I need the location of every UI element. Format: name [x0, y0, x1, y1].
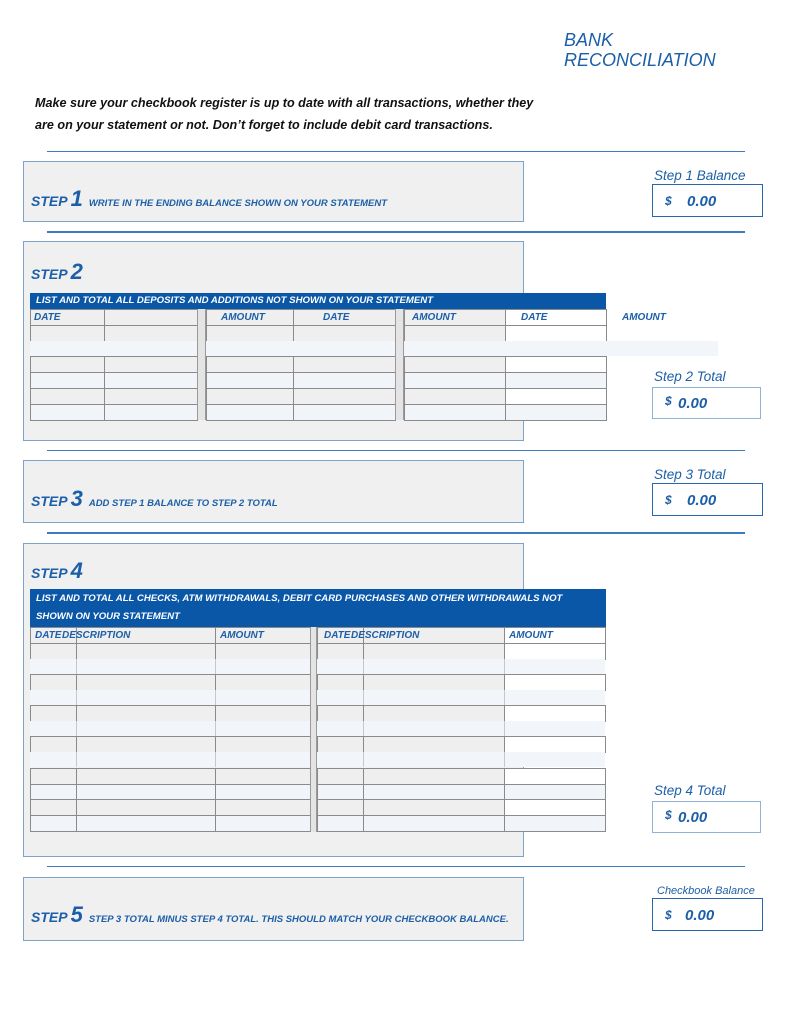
column-tick [215, 752, 216, 767]
step2-total-field[interactable] [652, 387, 761, 419]
deposit-entry-cell[interactable] [30, 372, 105, 389]
withdrawal-entry-cell[interactable] [317, 736, 364, 753]
column-header: DATE [521, 312, 548, 323]
step-word: STEP [31, 909, 68, 925]
withdrawal-entry-cell[interactable] [363, 674, 505, 691]
withdrawal-entry-cell[interactable] [504, 768, 606, 785]
withdrawal-entry-cell[interactable] [317, 768, 364, 785]
row-gap [30, 752, 605, 767]
step4-total-label: Step 4 Total [654, 783, 726, 798]
step4-bar-line-2: SHOWN ON YOUR STATEMENT [36, 611, 180, 622]
withdrawal-entry-cell[interactable] [363, 736, 505, 753]
column-group-separator [395, 309, 404, 420]
withdrawal-entry-cell[interactable] [76, 705, 216, 722]
withdrawal-entry-cell[interactable] [76, 768, 216, 785]
step-number: 5 [70, 902, 83, 927]
deposit-entry-cell[interactable] [206, 404, 294, 421]
withdrawal-entry-cell[interactable] [504, 674, 606, 691]
column-tick [504, 721, 505, 736]
step-word: STEP [31, 565, 68, 581]
divider [47, 151, 745, 152]
column-header: AMOUNT [622, 312, 666, 323]
table-header-cell [104, 309, 198, 326]
column-tick [215, 721, 216, 736]
withdrawal-entry-cell[interactable] [30, 674, 77, 691]
deposit-entry-cell[interactable] [505, 404, 607, 421]
step3-total-value: 0.00 [687, 492, 717, 509]
step4-bar-line-1: LIST AND TOTAL ALL CHECKS, ATM WITHDRAWALS, DEBIT CARD PURCHASES AND OTHER WITHDRAWALS NOT [36, 593, 563, 604]
column-tick [76, 721, 77, 736]
withdrawal-entry-cell[interactable] [76, 736, 216, 753]
withdrawal-entry-cell[interactable] [363, 643, 505, 660]
withdrawal-entry-cell[interactable] [76, 674, 216, 691]
withdrawal-entry-cell[interactable] [215, 736, 311, 753]
column-tick [504, 752, 505, 767]
step4-instruction-bar [30, 589, 606, 627]
column-header: AMOUNT [221, 312, 265, 323]
deposit-entry-cell[interactable] [30, 388, 105, 405]
divider [47, 450, 745, 451]
column-tick [76, 690, 77, 705]
withdrawal-entry-cell[interactable] [363, 799, 505, 816]
step1-balance-label: Step 1 Balance [654, 168, 746, 183]
withdrawal-entry-cell[interactable] [317, 799, 364, 816]
deposit-entry-cell[interactable] [505, 325, 607, 342]
step-number: 3 [70, 486, 83, 511]
step-word: STEP [31, 266, 68, 282]
step-word: STEP [31, 193, 68, 209]
withdrawal-entry-cell[interactable] [215, 768, 311, 785]
deposit-entry-cell[interactable] [404, 325, 506, 342]
document-title [564, 30, 716, 70]
step4-heading [31, 558, 89, 584]
step-number: 1 [70, 186, 83, 211]
column-tick [76, 752, 77, 767]
row-gap [30, 690, 605, 705]
withdrawal-entry-cell[interactable] [363, 815, 505, 832]
column-tick [76, 659, 77, 674]
step1-balance-field[interactable] [652, 184, 763, 217]
column-tick [504, 659, 505, 674]
withdrawal-entry-cell[interactable] [30, 815, 77, 832]
intro-line-2: are on your statement or not. Don’t forget to include debit card transactions. [35, 118, 493, 132]
deposit-entry-cell[interactable] [30, 325, 105, 342]
deposit-entry-cell[interactable] [104, 404, 198, 421]
column-tick [363, 721, 364, 736]
deposit-entry-cell[interactable] [293, 372, 396, 389]
withdrawal-entry-cell[interactable] [76, 815, 216, 832]
column-group-separator [310, 627, 317, 832]
step3-description: ADD STEP 1 BALANCE TO STEP 2 TOTAL [88, 498, 278, 509]
withdrawal-entry-cell[interactable] [76, 643, 216, 660]
step2-total-label: Step 2 Total [654, 369, 726, 384]
withdrawal-entry-cell[interactable] [30, 705, 77, 722]
step-number: 2 [70, 259, 83, 284]
withdrawal-entry-cell[interactable] [363, 705, 505, 722]
dollar-sign: $ [665, 394, 672, 408]
withdrawal-entry-cell[interactable] [215, 643, 311, 660]
row-gap [30, 721, 605, 736]
dollar-sign: $ [665, 808, 672, 822]
step2-heading [31, 259, 89, 285]
step3-total-field[interactable] [652, 483, 763, 516]
deposit-entry-cell[interactable] [404, 404, 506, 421]
column-header: AMOUNT [509, 630, 553, 641]
intro-text [35, 92, 575, 136]
withdrawal-entry-cell[interactable] [317, 643, 364, 660]
divider [47, 231, 745, 233]
column-header: DATE [34, 312, 61, 323]
step5-heading [31, 902, 509, 928]
deposit-entry-cell[interactable] [206, 388, 294, 405]
dollar-sign: $ [665, 493, 672, 507]
withdrawal-entry-cell[interactable] [215, 705, 311, 722]
column-tick [363, 752, 364, 767]
deposit-entry-cell[interactable] [30, 404, 105, 421]
step4-total-field[interactable] [652, 801, 761, 833]
deposit-entry-cell[interactable] [505, 356, 607, 373]
deposit-entry-cell[interactable] [404, 372, 506, 389]
checkbook-balance-value: 0.00 [685, 907, 715, 924]
step4-total-value: 0.00 [678, 809, 708, 826]
withdrawal-entry-cell[interactable] [504, 643, 606, 660]
title-line-2: RECONCILIATION [564, 50, 716, 70]
row-gap [30, 341, 718, 356]
deposit-entry-cell[interactable] [404, 388, 506, 405]
step3-total-label: Step 3 Total [654, 467, 726, 482]
column-tick [215, 690, 216, 705]
deposit-entry-cell[interactable] [293, 325, 396, 342]
withdrawal-entry-cell[interactable] [504, 736, 606, 753]
divider [47, 866, 745, 867]
withdrawal-entry-cell[interactable] [30, 768, 77, 785]
column-header: AMOUNT [412, 312, 456, 323]
deposit-entry-cell[interactable] [505, 388, 607, 405]
deposit-entry-cell[interactable] [206, 356, 294, 373]
deposit-entry-cell[interactable] [104, 388, 198, 405]
dollar-sign: $ [665, 194, 672, 208]
deposit-entry-cell[interactable] [30, 356, 105, 373]
step1-description: WRITE IN THE ENDING BALANCE SHOWN ON YOUR STATEMENT [88, 198, 388, 209]
title-line-1: BANK [564, 30, 614, 50]
step-number: 4 [70, 558, 83, 583]
deposit-entry-cell[interactable] [293, 388, 396, 405]
column-header: DATE [35, 630, 62, 641]
deposit-entry-cell[interactable] [206, 325, 294, 342]
column-header: DESCRIPTION [351, 630, 420, 641]
withdrawal-entry-cell[interactable] [317, 674, 364, 691]
withdrawal-entry-cell[interactable] [215, 799, 311, 816]
deposit-entry-cell[interactable] [206, 372, 294, 389]
column-tick [504, 690, 505, 705]
column-tick [215, 659, 216, 674]
column-header: AMOUNT [220, 630, 264, 641]
deposit-entry-cell[interactable] [404, 356, 506, 373]
withdrawal-entry-cell[interactable] [363, 768, 505, 785]
deposit-entry-cell[interactable] [104, 372, 198, 389]
withdrawal-entry-cell[interactable] [504, 705, 606, 722]
step1-balance-value: 0.00 [687, 193, 717, 210]
withdrawal-entry-cell[interactable] [30, 799, 77, 816]
column-header: DATE [324, 630, 351, 641]
step2-instruction-bar: LIST AND TOTAL ALL DEPOSITS AND ADDITIONS NOT SHOWN ON YOUR STATEMENT [30, 293, 606, 309]
row-gap [30, 659, 605, 674]
withdrawal-entry-cell[interactable] [317, 705, 364, 722]
step-word: STEP [31, 493, 68, 509]
deposit-entry-cell[interactable] [104, 356, 198, 373]
withdrawal-entry-cell[interactable] [317, 815, 364, 832]
column-header: DATE [323, 312, 350, 323]
withdrawal-entry-cell[interactable] [504, 799, 606, 816]
deposit-entry-cell[interactable] [293, 404, 396, 421]
step3-heading [31, 486, 278, 512]
withdrawal-entry-cell[interactable] [504, 815, 606, 832]
withdrawal-entry-cell[interactable] [215, 815, 311, 832]
checkbook-balance-label: Checkbook Balance [657, 885, 755, 897]
step2-total-value: 0.00 [678, 395, 708, 412]
divider [47, 532, 745, 534]
withdrawal-entry-cell[interactable] [76, 799, 216, 816]
dollar-sign: $ [665, 908, 672, 922]
column-group-separator [197, 309, 206, 420]
step1-heading [31, 186, 387, 212]
withdrawal-entry-cell[interactable] [30, 643, 77, 660]
withdrawal-entry-cell[interactable] [30, 736, 77, 753]
checkbook-balance-field[interactable] [652, 898, 763, 931]
withdrawal-entry-cell[interactable] [215, 674, 311, 691]
intro-line-1: Make sure your checkbook register is up to date with all transactions, whether they [35, 96, 534, 110]
column-tick [363, 659, 364, 674]
deposit-entry-cell[interactable] [293, 356, 396, 373]
column-header: DESCRIPTION [62, 630, 131, 641]
step5-description: STEP 3 TOTAL MINUS STEP 4 TOTAL. THIS SHOULD MATCH YOUR CHECKBOOK BALANCE. [88, 914, 509, 925]
deposit-entry-cell[interactable] [104, 325, 198, 342]
column-tick [363, 690, 364, 705]
deposit-entry-cell[interactable] [505, 372, 607, 389]
